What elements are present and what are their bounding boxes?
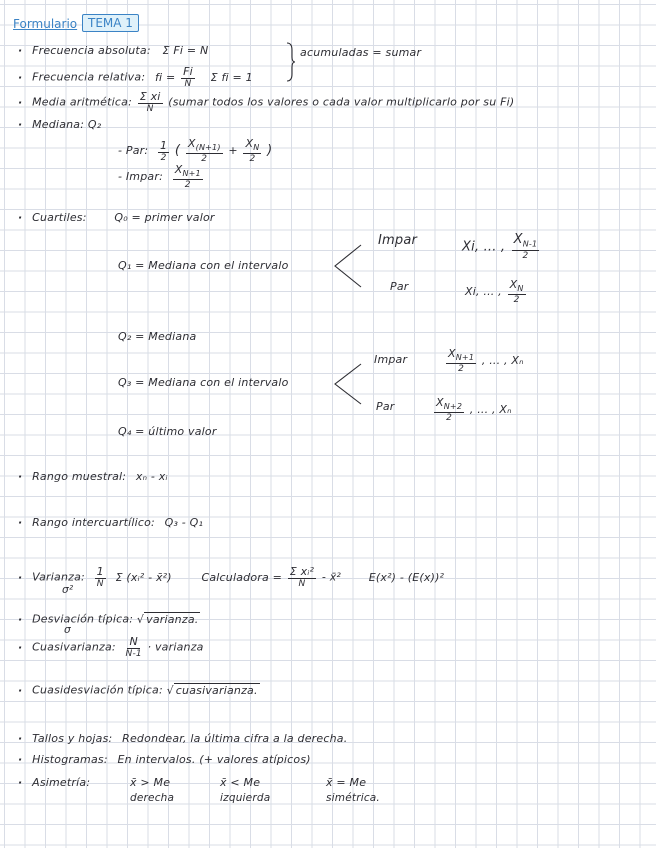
varianza-den: N xyxy=(96,579,104,589)
freq-rel-sum: Σ fi = 1 xyxy=(210,70,253,84)
desviacion-line xyxy=(18,612,200,626)
freq-rel-num: Fi xyxy=(183,65,193,78)
freq-rel-line xyxy=(18,66,253,89)
cuartiles-line xyxy=(18,211,215,224)
mediana-par-x2 xyxy=(243,138,261,164)
mediana-par-close: ) xyxy=(267,143,273,159)
mediana-par-half-den: 2 xyxy=(160,152,167,163)
q3-par-first xyxy=(434,397,464,423)
mediana-impar-line xyxy=(118,164,205,190)
cuasivarianza-fraction xyxy=(126,636,142,659)
media-line xyxy=(18,91,514,114)
cuasidesv-body: cuasivarianza. xyxy=(175,684,258,697)
accum-text: acumuladas = sumar xyxy=(300,46,422,59)
mediana-label: Mediana: Q₂ xyxy=(32,118,102,131)
mediana-par-x2-sub: N xyxy=(253,143,260,153)
right-brace-icon xyxy=(286,42,296,82)
asimetria-label: Asimetría: xyxy=(32,776,91,789)
desviacion-label: Desviación típica: xyxy=(32,612,134,626)
asimetria-c3b: simétrica. xyxy=(326,792,380,804)
freq-rel-den: N xyxy=(184,79,192,89)
cuasivarianza-line xyxy=(18,636,204,659)
q1-impar-last-sub: N-1 xyxy=(522,239,538,249)
cuasivarianza-rest: · varianza xyxy=(147,640,204,654)
q1-par-seq xyxy=(465,279,528,305)
media-note: (sumar todos los valores o cada valor multiplicarlo por su Fi) xyxy=(168,95,515,109)
mediana-par-line xyxy=(118,138,272,164)
q1-par-last xyxy=(508,279,526,305)
q1-par-seq-text: Xi, ... , xyxy=(465,285,502,299)
mediana-par-x1-den: 2 xyxy=(201,154,208,165)
asimetria-line xyxy=(18,776,90,789)
mediana-impar-x xyxy=(173,164,203,190)
freq-abs-line xyxy=(18,44,208,57)
histogramas-text: En intervalos. (+ valores atípicos) xyxy=(117,753,311,766)
cuartiles-q0: Q₀ = primer valor xyxy=(114,211,215,224)
asimetria-c2b: izquierda xyxy=(220,792,271,804)
mediana-par-half-num: 1 xyxy=(159,138,168,152)
q1-par-label: Par xyxy=(390,280,409,293)
calc-rest: - x̄² xyxy=(321,570,342,584)
mediana-par-label: - Par: xyxy=(118,144,149,158)
q1-par-last-sub: N xyxy=(517,284,524,294)
mediana-par-x1-sub: (N+1) xyxy=(195,143,221,153)
mediana-line xyxy=(18,118,101,131)
calc-num: Σ xᵢ² xyxy=(289,565,315,578)
media-fraction xyxy=(138,91,163,114)
angle-bracket-icon-2 xyxy=(333,362,363,406)
angle-bracket-icon xyxy=(333,243,363,289)
mediana-par-open: ( xyxy=(174,143,181,159)
asimetria-c2: x̄ < Me xyxy=(220,776,261,789)
mediana-par-x2-den: 2 xyxy=(249,154,256,165)
histogramas-line xyxy=(18,753,311,766)
cuasivarianza-label: Cuasivarianza: xyxy=(32,640,116,654)
calc-label: Calculadora = xyxy=(201,570,283,584)
tallos-line xyxy=(18,732,347,745)
freq-abs-label: Frecuencia absoluta: xyxy=(32,44,151,57)
mediana-par-x1 xyxy=(186,138,223,164)
q1-impar-seq xyxy=(462,233,541,261)
rango-formula: xₙ - xᵢ xyxy=(135,470,168,483)
mediana-par-half xyxy=(158,140,169,163)
tallos-text: Redondear, la última cifra a la derecha. xyxy=(122,732,348,745)
q1-impar-last-den: 2 xyxy=(522,250,529,261)
q3-par-seq xyxy=(432,397,512,423)
freq-rel-label: Frecuencia relativa: xyxy=(32,70,146,84)
mediana-impar-label: - Impar: xyxy=(118,170,163,184)
media-num: Σ xi xyxy=(139,90,161,103)
asimetria-c1: x̄ > Me xyxy=(130,776,171,789)
freq-rel-lhs: fi = xyxy=(154,70,176,84)
cuartiles-label: Cuartiles: xyxy=(32,211,87,224)
sqrt-icon: √ varianza. xyxy=(136,612,199,626)
cuartiles-q2: Q₂ = Mediana xyxy=(118,330,197,343)
q1-impar-seq-text: Xi, ... , xyxy=(462,239,506,255)
cuasidesv-label: Cuasidesviación típica: xyxy=(32,683,163,697)
varianza-label: Varianza: xyxy=(32,570,85,584)
rango-iq-label: Rango intercuartílico: xyxy=(32,516,155,529)
mediana-impar-x-base: X xyxy=(174,163,183,176)
cuasivarianza-num: N xyxy=(129,635,138,648)
mediana-impar-x-sub: N+1 xyxy=(182,169,201,179)
q3-impar-first xyxy=(446,348,476,374)
q3-impar-first-base: X xyxy=(448,347,456,360)
mediana-par-plus: + xyxy=(228,144,238,158)
q1-impar-last-base: X xyxy=(513,232,523,247)
q1-par-last-base: X xyxy=(509,278,518,291)
q3-impar-label: Impar xyxy=(374,353,408,366)
varianza-sum: Σ (xᵢ² - x̄²) xyxy=(115,570,172,584)
varianza-num: 1 xyxy=(96,565,104,578)
page-title: Formulario xyxy=(13,17,78,31)
q1-impar-label: Impar xyxy=(378,233,418,248)
desviacion-sigma: σ xyxy=(64,624,71,636)
rango-iq-formula: Q₃ - Q₁ xyxy=(164,516,204,529)
cuartiles-q4: Q₄ = último valor xyxy=(118,425,217,438)
histogramas-label: Histogramas: xyxy=(32,753,108,766)
varianza-line xyxy=(18,566,444,589)
cuartiles-q3: Q₃ = Mediana con el intervalo xyxy=(118,376,289,389)
q3-impar-seq-text: , ... , Xₙ xyxy=(481,354,524,368)
q3-par-first-den: 2 xyxy=(446,413,453,424)
q1-par-last-den: 2 xyxy=(513,295,520,306)
tallos-label: Tallos y hojas: xyxy=(32,732,113,745)
q3-impar-first-sub: N+1 xyxy=(455,353,475,363)
asimetria-c3: x̄ = Me xyxy=(326,776,367,789)
cuasivarianza-den: N-1 xyxy=(125,649,142,659)
mediana-par-x2-base: X xyxy=(245,137,254,150)
rango-iq-line xyxy=(18,516,203,529)
q3-par-first-base: X xyxy=(436,396,444,409)
q3-impar-first-den: 2 xyxy=(458,364,465,375)
cuartiles-q1: Q₁ = Mediana con el intervalo xyxy=(118,259,289,272)
freq-abs-formula: Σ Fi = N xyxy=(162,44,209,57)
media-label: Media aritmética: xyxy=(32,95,133,109)
freq-rel-fraction xyxy=(181,66,195,89)
q1-impar-last xyxy=(512,233,540,261)
expectation-formula: E(x²) - (E(x))² xyxy=(368,570,445,584)
mediana-impar-x-den: 2 xyxy=(184,180,191,191)
tema-badge: TEMA 1 xyxy=(82,14,139,32)
q3-par-seq-text: , ... , Xₙ xyxy=(469,403,512,417)
mediana-par-x1-base: X xyxy=(187,137,196,150)
cuasidesv-line xyxy=(18,683,260,697)
rango-line xyxy=(18,470,168,483)
varianza-sigma: σ² xyxy=(62,584,74,596)
calc-fraction xyxy=(288,566,316,589)
sqrt-icon-2: √ cuasivarianza. xyxy=(166,683,258,697)
calc-den: N xyxy=(298,579,306,589)
varianza-fraction xyxy=(95,566,106,589)
desviacion-body: varianza. xyxy=(146,613,199,626)
q3-par-first-sub: N+2 xyxy=(443,402,463,412)
media-den: N xyxy=(146,104,154,114)
q3-impar-seq xyxy=(444,348,524,374)
rango-label: Rango muestral: xyxy=(32,470,127,483)
q3-par-label: Par xyxy=(376,400,395,413)
asimetria-c1b: derecha xyxy=(130,792,175,804)
